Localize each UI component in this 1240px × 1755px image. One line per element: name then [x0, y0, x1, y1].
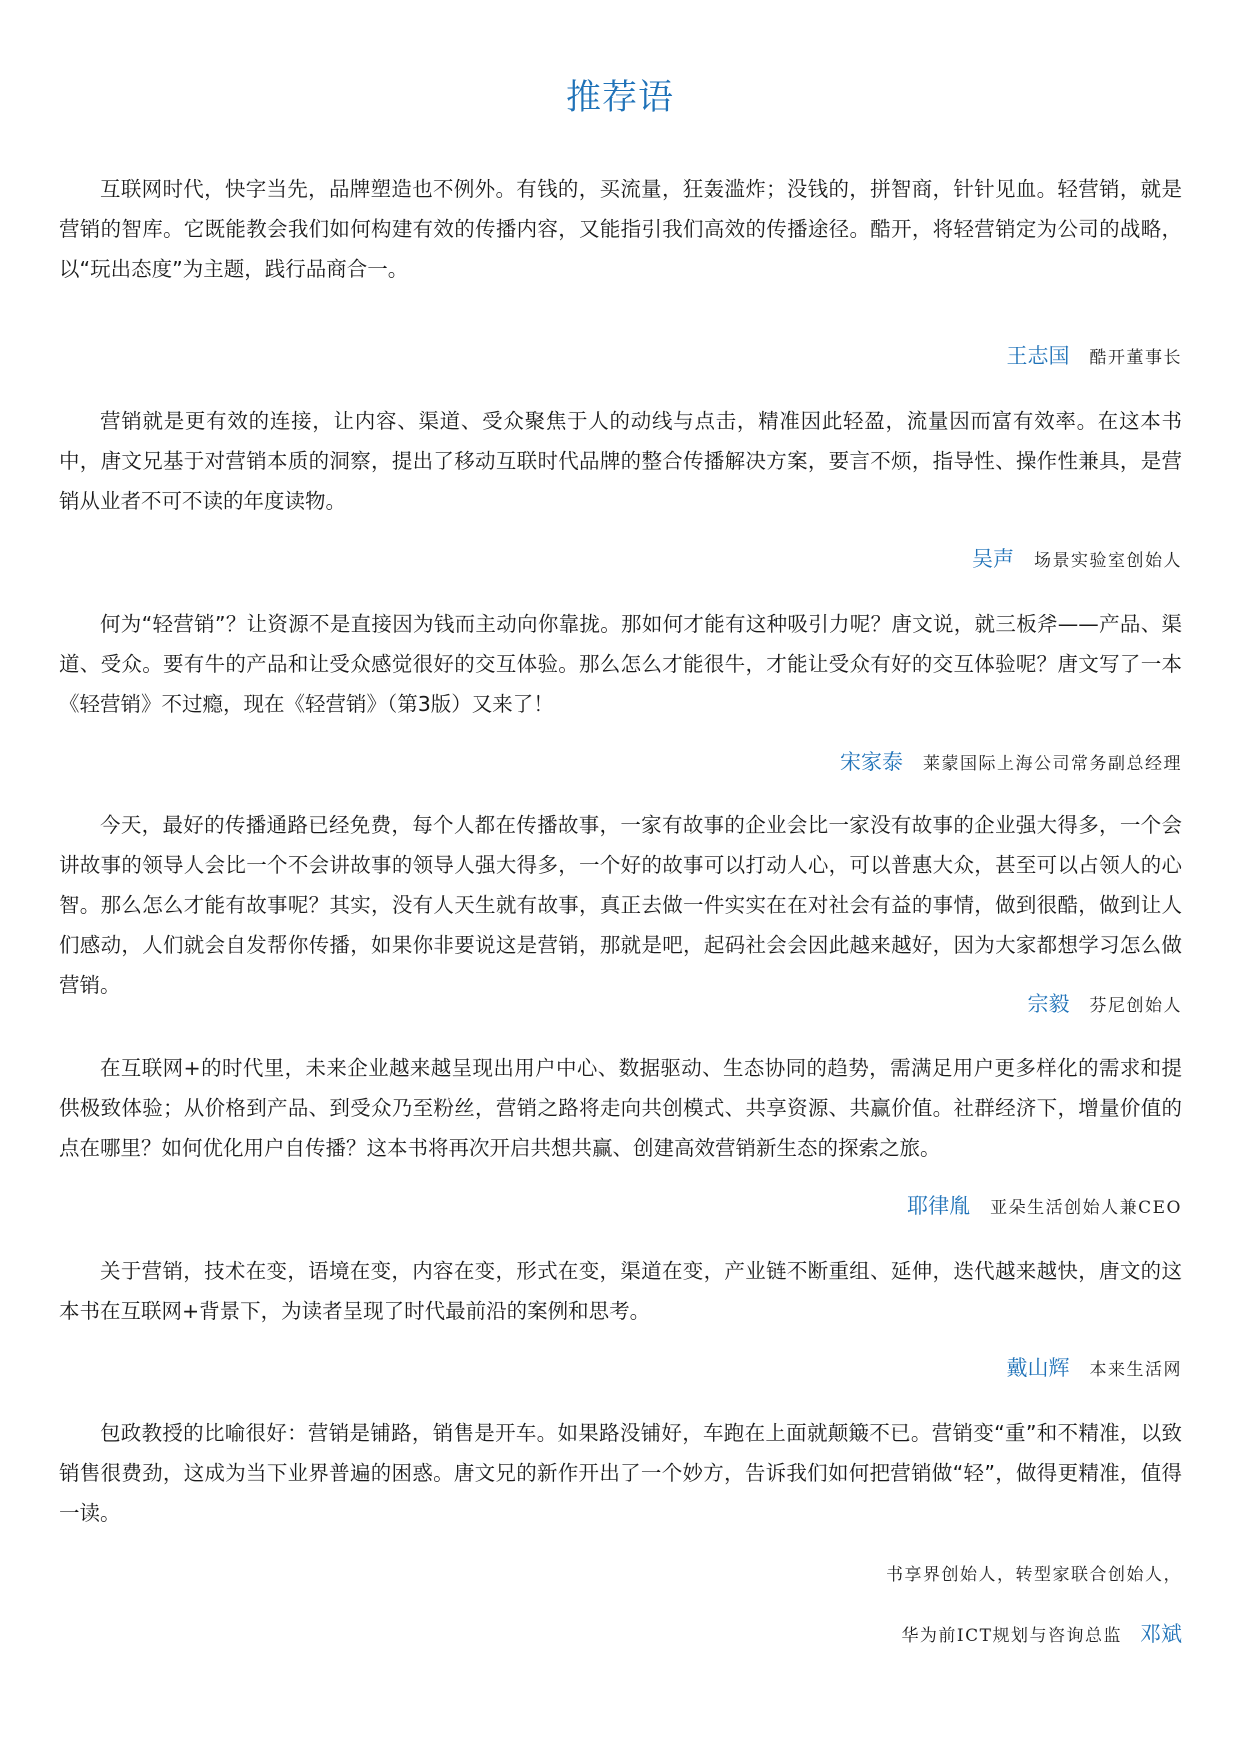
endorser-name: 宗毅 — [1027, 992, 1070, 1016]
endorser-name: 王志国 — [1006, 344, 1070, 368]
endorsement-text: 包政教授的比喻很好：营销是铺路，销售是开车。如果路没铺好，车跑在上面就颠簸不已。营销变“重”和不精准，以致销售很费劲，这成为当下业界普遍的困惑。唐文兄的新作开出了一个妙方，告诉我们如何把营销做“轻”，做得更精准，值得一读。 — [59, 1421, 1182, 1525]
endorsement-1 — [59, 169, 1182, 289]
endorser-role: 芬尼创始人 — [1089, 996, 1182, 1016]
endorser-name: 吴声 — [972, 547, 1014, 571]
endorsement-2 — [59, 401, 1182, 521]
page-title: 推荐语 — [565, 78, 674, 118]
endorser-role: 亚朵生活创始人兼CEO — [990, 1198, 1182, 1218]
endorsement-text: 在互联网+的时代里，未来企业越来越呈现出用户中心、数据驱动、生态协同的趋势，需满足用户更多样化的需求和提供极致体验；从价格到产品、到受众乃至粉丝，营销之路将走向共创模式、共享资源、共赢价值。社群经济下，增量价值的点在哪里？如何优化用户自传播？这本书将再次开启共想共赢、创建高效营销新生态的探索之旅。 — [59, 1056, 1182, 1160]
endorser-name: 邓斌 — [1140, 1622, 1182, 1646]
endorser-name: 宋家泰 — [840, 750, 903, 774]
endorsement-text: 营销就是更有效的连接，让内容、渠道、受众聚焦于人的动线与点击，精准因此轻盈，流量因而富有效率。在这本书中，唐文兄基于对营销本质的洞察，提出了移动互联时代品牌的整合传播解决方案，要言不烦，指导性、操作性兼具，是营销从业者不可不读的年度读物。 — [59, 409, 1182, 513]
endorsement-7-signature-line1 — [886, 1560, 1182, 1585]
endorsement-2-signature — [972, 543, 1182, 573]
endorsement-text: 互联网时代，快字当先，品牌塑造也不例外。有钱的，买流量，狂轰滥炸；没钱的，拼智商，针针见血。轻营销，就是营销的智库。它既能教会我们如何构建有效的传播内容，又能指引我们高效的传播途径。酷开，将轻营销定为公司的战略，以“玩出态度”为主题，践行品商合一。 — [59, 177, 1182, 281]
endorsement-6 — [59, 1251, 1182, 1331]
endorser-role: 书享界创始人，转型家联合创始人， — [886, 1565, 1182, 1585]
endorsement-4 — [59, 805, 1182, 1005]
endorser-role: 酷开董事长 — [1089, 348, 1182, 368]
endorser-name: 戴山辉 — [1006, 1356, 1070, 1380]
endorsement-4-signature — [1028, 988, 1183, 1018]
endorsement-1-signature — [1007, 340, 1183, 370]
endorsement-3-signature — [840, 746, 1182, 776]
endorsement-5 — [59, 1048, 1182, 1168]
endorser-name: 耶律胤 — [907, 1194, 971, 1218]
endorsement-5-signature — [907, 1190, 1182, 1220]
endorsement-7-signature-line2 — [901, 1618, 1182, 1648]
endorser-role: 场景实验室创始人 — [1034, 551, 1182, 571]
endorsement-text: 关于营销，技术在变，语境在变，内容在变，形式在变，渠道在变，产业链不断重组、延伸，迭代越来越快，唐文的这本书在互联网+背景下，为读者呈现了时代最前沿的案例和思考。 — [59, 1259, 1182, 1323]
endorsement-6-signature — [1007, 1352, 1183, 1382]
endorser-role: 莱蒙国际上海公司常务副总经理 — [923, 754, 1182, 774]
endorser-role: 华为前ICT规划与咨询总监 — [901, 1626, 1122, 1646]
endorsement-7 — [59, 1413, 1182, 1533]
endorsement-text: 何为“轻营销”？让资源不是直接因为钱而主动向你靠拢。那如何才能有这种吸引力呢？唐文说，就三板斧——产品、渠道、受众。要有牛的产品和让受众感觉很好的交互体验。那么怎么才能很牛，才能让受众有好的交互体验呢？唐文写了一本《轻营销》不过瘾，现在《轻营销》（第3版）又来了！ — [59, 612, 1182, 716]
endorsement-text: 今天，最好的传播通路已经免费，每个人都在传播故事，一家有故事的企业会比一家没有故事的企业强大得多，一个会讲故事的领导人会比一个不会讲故事的领导人强大得多，一个好的故事可以打动人心，可以普惠大众，甚至可以占领人的心智。那么怎么才能有故事呢？其实，没有人天生就有故事，真正去做一件实实在在对社会有益的事情，做到很酷，做到让人们感动，人们就会自发帮你传播，如果你非要说这是营销，那就是吧，起码社会会因此越来越好，因为大家都想学习怎么做营销。 — [59, 813, 1182, 997]
endorsement-3 — [59, 604, 1182, 724]
endorser-role: 本来生活网 — [1089, 1360, 1182, 1380]
